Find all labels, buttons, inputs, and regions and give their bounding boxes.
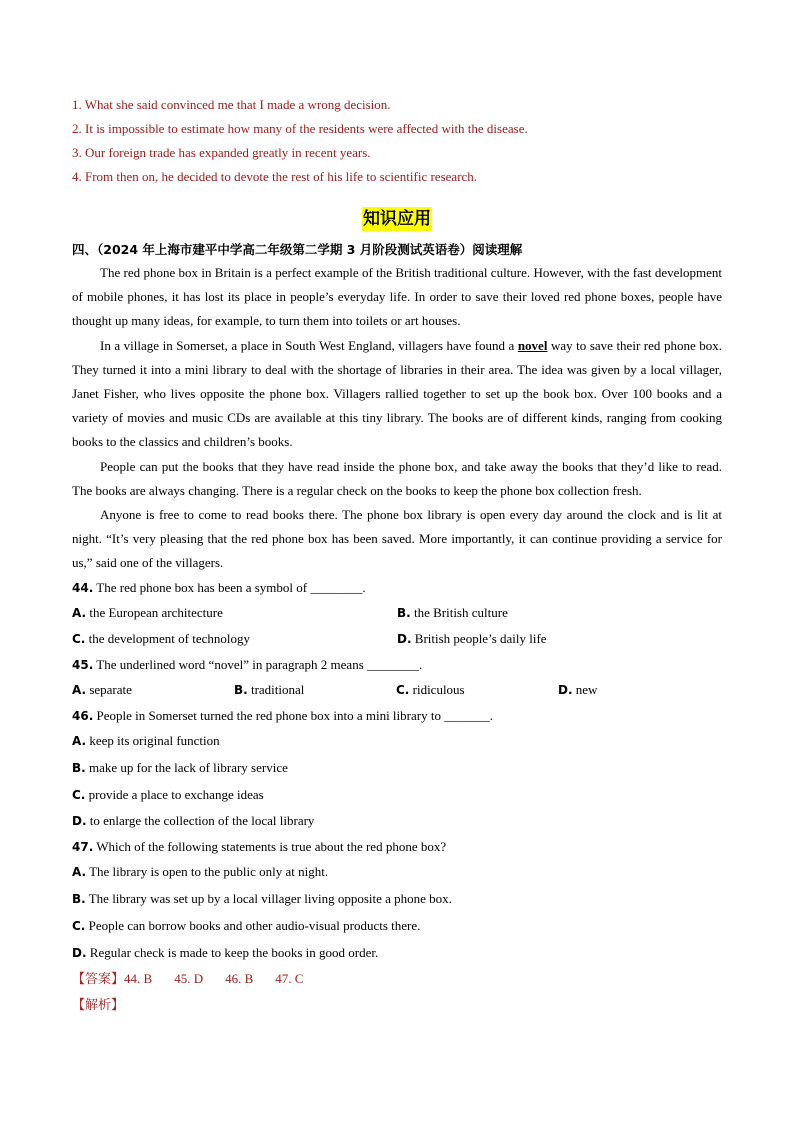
option-c[interactable]	[72, 913, 722, 940]
option-letter: A.	[72, 734, 87, 749]
question-45	[72, 653, 722, 677]
answer-value: 44. B	[124, 971, 153, 987]
question-stem: Which of the following statements is true about the red phone box?	[93, 839, 447, 855]
analysis-label: 【解析】	[72, 998, 125, 1014]
question-stem: People in Somerset turned the red phone box into a mini library to _______.	[93, 708, 493, 724]
option-text: British people’s daily life	[411, 631, 547, 647]
option-b[interactable]	[397, 600, 722, 627]
option-text: make up for the lack of library service	[85, 759, 288, 775]
option-text: Regular check is made to keep the books in good order.	[86, 944, 379, 960]
option-text: the development of technology	[85, 631, 250, 647]
option-letter: C.	[72, 632, 86, 647]
option-c[interactable]	[72, 782, 722, 809]
option-letter: D.	[72, 814, 87, 829]
answer-value: 46. B	[225, 971, 254, 987]
answer-label: 【答案】	[72, 972, 125, 988]
option-b[interactable]	[72, 755, 722, 782]
option-a[interactable]	[72, 728, 722, 755]
section-title-wrap	[72, 207, 722, 239]
option-text: separate	[86, 682, 132, 698]
question-number: 46.	[72, 709, 94, 724]
answer-line	[72, 966, 722, 993]
section-heading: 四、（2024 年上海市建平中学高二年级第二学期 3 月阶段测试英语卷）阅读理解	[72, 242, 523, 257]
question-number: 44.	[72, 580, 94, 595]
option-text: People can borrow books and other audio-visual products there.	[85, 917, 421, 933]
question-47	[72, 835, 722, 859]
option-a[interactable]	[72, 600, 397, 627]
translation-sentence: 4. From then on, he decided to devote the rest of his life to scientific research.	[72, 169, 478, 184]
option-letter: B.	[397, 605, 411, 620]
option-text: traditional	[247, 682, 305, 698]
translation-sentence: 3. Our foreign trade has expanded greatly in recent years.	[72, 145, 371, 160]
passage-paragraph-1: The red phone box in Britain is a perfect example of the British traditional culture. However, with the fast development of mobile phones, it has lost its place in people’s everyday life. In order to save their loved red phone boxes, people have thought up many ideas, for example, to turn them into toilets or art houses.	[72, 265, 722, 329]
option-letter: C.	[72, 787, 86, 802]
question-stem: The underlined word “novel” in paragraph 2 means ________.	[93, 657, 423, 673]
option-letter: B.	[72, 892, 86, 907]
option-b[interactable]	[234, 677, 396, 704]
option-d[interactable]	[397, 626, 722, 653]
option-text: ridiculous	[409, 682, 465, 698]
underlined-word: novel	[517, 337, 548, 353]
question-number: 45.	[72, 658, 94, 673]
option-b[interactable]	[72, 886, 722, 913]
question-46	[72, 704, 722, 728]
passage-paragraph-2	[72, 334, 722, 455]
option-text: the British culture	[410, 604, 508, 620]
option-c[interactable]	[72, 626, 397, 653]
option-text: provide a place to exchange ideas	[85, 786, 264, 802]
answer-value: 47. C	[275, 971, 304, 987]
option-letter: A.	[72, 683, 87, 698]
options-row	[72, 626, 722, 653]
passage-paragraph-3: People can put the books that they have read inside the phone box, and take away the books that they’d like to read. The books are always changing. There is a regular check on the books to keep the phone box collection fresh.	[72, 458, 722, 498]
answer-value: 45. D	[174, 971, 204, 987]
option-letter: D.	[558, 683, 573, 698]
option-letter: B.	[72, 760, 86, 775]
passage-paragraph-4: Anyone is free to come to read books there. The phone box library is open every day around the clock and is lit at night. “It’s very pleasing that the red phone box has been saved. More importantly, it can continue providing a service for us,” said one of the villagers.	[72, 507, 722, 571]
option-c[interactable]	[396, 677, 558, 704]
option-text: keep its original function	[86, 733, 220, 749]
translation-sentence: 2. It is impossible to estimate how many of the residents were affected with the disease.	[72, 121, 528, 136]
option-text: the European architecture	[86, 604, 223, 620]
options-row	[72, 677, 722, 704]
option-letter: C.	[396, 683, 410, 698]
option-letter: C.	[72, 918, 86, 933]
section-title: 知识应用	[363, 209, 431, 229]
option-text: The library was set up by a local villager living opposite a phone box.	[85, 891, 452, 907]
question-stem: The red phone box has been a symbol of ________.	[93, 579, 366, 595]
question-44	[72, 576, 722, 600]
option-text: new	[572, 682, 598, 698]
option-text: to enlarge the collection of the local library	[86, 813, 315, 829]
option-a[interactable]	[72, 859, 722, 886]
passage-text: way to save their red phone box. They turned it into a mini library to deal with the shortage of libraries in their area. The idea was given by a local villager, Janet Fisher, who lives opposite the phone box. Villagers rallied together to set up the book box. Over 100 books and a variety of movies and music CDs are available at this tiny library. The books are of different kinds, ranging from cooking books to the classics and children’s books.	[72, 337, 722, 450]
option-d[interactable]	[558, 677, 720, 704]
passage-text: In a village in Somerset, a place in South West England, villagers have found a	[100, 337, 518, 353]
document-page	[72, 93, 722, 1019]
option-a[interactable]	[72, 677, 234, 704]
option-d[interactable]	[72, 940, 722, 967]
option-text: The library is open to the public only at night.	[86, 864, 329, 880]
option-letter: A.	[72, 605, 87, 620]
option-letter: D.	[72, 945, 87, 960]
option-letter: B.	[234, 683, 248, 698]
option-letter: A.	[72, 865, 87, 880]
option-d[interactable]	[72, 808, 722, 835]
options-row	[72, 600, 722, 627]
translation-sentence: 1. What she said convinced me that I made a wrong decision.	[72, 97, 391, 112]
option-letter: D.	[397, 632, 412, 647]
question-number: 47.	[72, 840, 94, 855]
